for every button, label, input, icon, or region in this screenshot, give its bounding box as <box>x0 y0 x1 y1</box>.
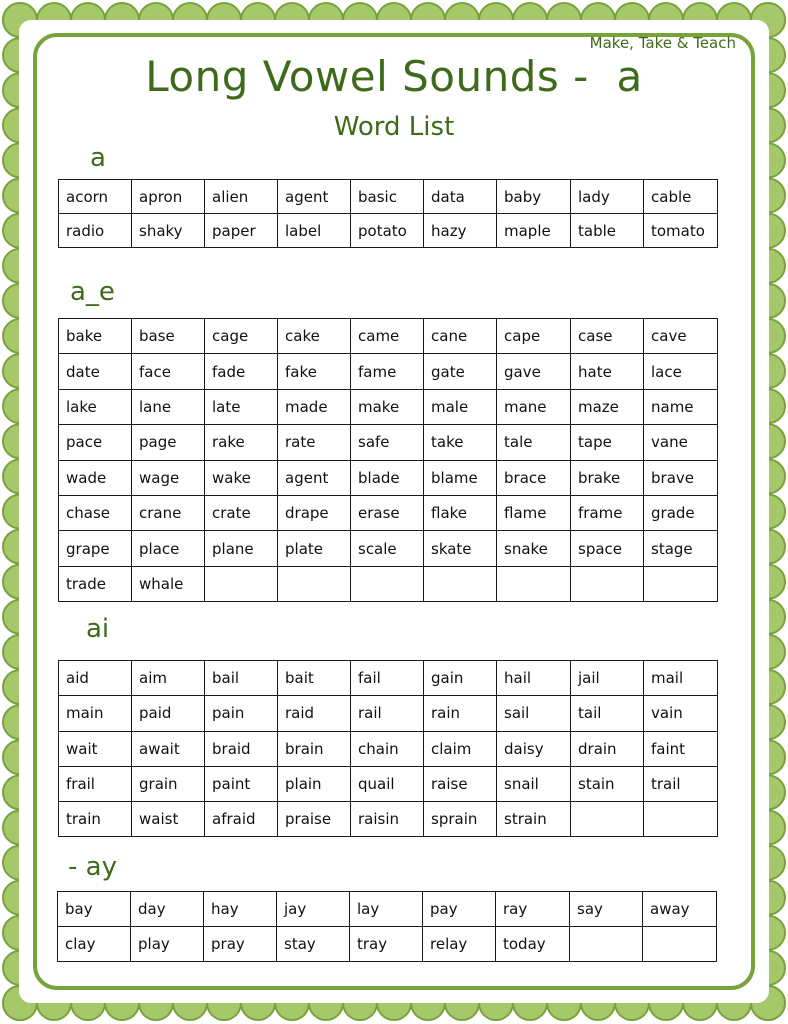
word-cell: afraid <box>205 802 278 837</box>
word-cell: gain <box>424 661 497 696</box>
word-cell: snake <box>497 531 571 566</box>
word-cell: hay <box>204 892 277 927</box>
word-cell: stain <box>571 766 644 801</box>
word-cell: basic <box>351 180 424 214</box>
table-row <box>59 802 718 837</box>
word-cell <box>351 566 424 601</box>
word-cell: hate <box>571 354 644 389</box>
table-row <box>59 661 718 696</box>
word-cell: fail <box>351 661 424 696</box>
word-cell: fade <box>205 354 278 389</box>
word-cell: quail <box>351 766 424 801</box>
word-cell: aim <box>132 661 205 696</box>
word-cell: cape <box>497 319 571 354</box>
table-row <box>59 319 718 354</box>
word-cell: paint <box>205 766 278 801</box>
page-title: Long Vowel Sounds - a <box>145 52 643 101</box>
word-cell: cable <box>644 180 718 214</box>
word-cell: brake <box>571 460 644 495</box>
word-cell <box>570 927 643 962</box>
word-cell <box>644 566 718 601</box>
table-row <box>58 892 717 927</box>
word-cell: acorn <box>59 180 132 214</box>
section-heading-ay: - ay <box>68 852 117 882</box>
word-cell: ray <box>496 892 570 927</box>
word-cell: raisin <box>351 802 424 837</box>
word-cell: plate <box>278 531 351 566</box>
word-cell: faint <box>644 731 718 766</box>
word-cell: space <box>571 531 644 566</box>
word-table-a-e <box>58 318 718 602</box>
word-cell: gave <box>497 354 571 389</box>
word-cell <box>571 802 644 837</box>
word-cell: flake <box>424 495 497 530</box>
word-cell: take <box>424 425 497 460</box>
word-cell: skate <box>424 531 497 566</box>
word-cell: case <box>571 319 644 354</box>
word-cell: maze <box>571 389 644 424</box>
word-cell: scale <box>351 531 424 566</box>
word-cell: aid <box>59 661 132 696</box>
word-cell: pray <box>204 927 277 962</box>
word-cell: relay <box>423 927 496 962</box>
word-cell: stay <box>277 927 350 962</box>
word-cell: data <box>424 180 497 214</box>
word-cell: lay <box>350 892 423 927</box>
brand-label: Make, Take & Teach <box>589 34 736 52</box>
word-cell: male <box>424 389 497 424</box>
table-row <box>58 927 717 962</box>
word-cell: drain <box>571 731 644 766</box>
word-cell: strain <box>497 802 571 837</box>
table-row <box>59 180 718 214</box>
word-cell: plain <box>278 766 351 801</box>
table-row <box>59 354 718 389</box>
word-cell: pace <box>59 425 132 460</box>
table-row <box>59 460 718 495</box>
word-cell: base <box>132 319 205 354</box>
word-cell: agent <box>278 460 351 495</box>
word-cell: wake <box>205 460 278 495</box>
word-cell: potato <box>351 214 424 248</box>
word-cell: shaky <box>132 214 205 248</box>
word-cell: frame <box>571 495 644 530</box>
table-row <box>59 566 718 601</box>
word-cell: mane <box>497 389 571 424</box>
word-cell: flame <box>497 495 571 530</box>
word-cell: vane <box>644 425 718 460</box>
word-cell: crane <box>132 495 205 530</box>
table-row <box>59 531 718 566</box>
word-cell: rail <box>351 696 424 731</box>
word-cell: raid <box>278 696 351 731</box>
table-row <box>59 425 718 460</box>
word-cell: drape <box>278 495 351 530</box>
word-cell: stage <box>644 531 718 566</box>
word-cell: table <box>571 214 644 248</box>
word-cell: lace <box>644 354 718 389</box>
word-cell: day <box>131 892 204 927</box>
section-heading-a-e: a_e <box>70 277 115 307</box>
word-cell: jay <box>277 892 350 927</box>
word-cell: make <box>351 389 424 424</box>
word-cell: train <box>59 802 132 837</box>
word-cell: praise <box>278 802 351 837</box>
word-cell: paid <box>132 696 205 731</box>
word-cell: paper <box>205 214 278 248</box>
word-cell: radio <box>59 214 132 248</box>
word-cell: frail <box>59 766 132 801</box>
word-cell: pay <box>423 892 496 927</box>
word-cell: lane <box>132 389 205 424</box>
word-cell: cave <box>644 319 718 354</box>
word-cell: crate <box>205 495 278 530</box>
word-cell <box>278 566 351 601</box>
word-cell: away <box>643 892 717 927</box>
word-cell: fame <box>351 354 424 389</box>
word-cell: snail <box>497 766 571 801</box>
word-cell: fake <box>278 354 351 389</box>
word-cell: maple <box>497 214 571 248</box>
word-cell: safe <box>351 425 424 460</box>
word-cell: tail <box>571 696 644 731</box>
table-row <box>59 731 718 766</box>
word-cell: await <box>132 731 205 766</box>
word-table-ai <box>58 660 718 837</box>
word-cell: label <box>278 214 351 248</box>
word-cell: chase <box>59 495 132 530</box>
table-row <box>59 766 718 801</box>
word-cell: erase <box>351 495 424 530</box>
word-cell: rain <box>424 696 497 731</box>
word-cell: vain <box>644 696 718 731</box>
word-cell: waist <box>132 802 205 837</box>
word-cell: brain <box>278 731 351 766</box>
word-cell: mail <box>644 661 718 696</box>
word-cell <box>644 802 718 837</box>
word-cell: brave <box>644 460 718 495</box>
word-cell: apron <box>132 180 205 214</box>
word-cell: blade <box>351 460 424 495</box>
word-cell <box>205 566 278 601</box>
word-cell: wait <box>59 731 132 766</box>
word-cell <box>643 927 717 962</box>
word-cell: cake <box>278 319 351 354</box>
page-subtitle: Word List <box>333 112 455 142</box>
word-cell: agent <box>278 180 351 214</box>
word-cell: trade <box>59 566 132 601</box>
word-cell: blame <box>424 460 497 495</box>
word-cell: bail <box>205 661 278 696</box>
table-row <box>59 696 718 731</box>
word-cell: claim <box>424 731 497 766</box>
word-cell: tomato <box>644 214 718 248</box>
word-cell: gate <box>424 354 497 389</box>
word-cell <box>571 566 644 601</box>
word-cell: sprain <box>424 802 497 837</box>
word-cell: name <box>644 389 718 424</box>
word-cell: clay <box>58 927 131 962</box>
word-cell: wade <box>59 460 132 495</box>
word-cell <box>497 566 571 601</box>
word-cell: face <box>132 354 205 389</box>
word-cell: sail <box>497 696 571 731</box>
word-cell: brace <box>497 460 571 495</box>
word-cell: hail <box>497 661 571 696</box>
section-heading-a: a <box>90 143 106 173</box>
word-cell: lady <box>571 180 644 214</box>
word-cell: alien <box>205 180 278 214</box>
word-cell: trail <box>644 766 718 801</box>
word-cell: made <box>278 389 351 424</box>
word-cell: plane <box>205 531 278 566</box>
word-cell: bake <box>59 319 132 354</box>
word-cell: date <box>59 354 132 389</box>
word-cell: cage <box>205 319 278 354</box>
word-cell: today <box>496 927 570 962</box>
word-cell <box>424 566 497 601</box>
word-cell: lake <box>59 389 132 424</box>
table-row <box>59 389 718 424</box>
word-cell: grade <box>644 495 718 530</box>
word-cell: page <box>132 425 205 460</box>
word-cell: tale <box>497 425 571 460</box>
word-cell: braid <box>205 731 278 766</box>
word-cell: cane <box>424 319 497 354</box>
word-cell: rake <box>205 425 278 460</box>
table-row <box>59 214 718 248</box>
word-cell: jail <box>571 661 644 696</box>
table-row <box>59 495 718 530</box>
word-cell: tray <box>350 927 423 962</box>
word-cell: say <box>570 892 643 927</box>
word-cell: bay <box>58 892 131 927</box>
word-cell: late <box>205 389 278 424</box>
word-cell: grape <box>59 531 132 566</box>
word-cell: hazy <box>424 214 497 248</box>
word-cell: baby <box>497 180 571 214</box>
word-cell: bait <box>278 661 351 696</box>
word-cell: wage <box>132 460 205 495</box>
word-cell: play <box>131 927 204 962</box>
word-cell: whale <box>132 566 205 601</box>
word-table-ay <box>57 891 717 962</box>
word-cell: raise <box>424 766 497 801</box>
word-cell: chain <box>351 731 424 766</box>
word-cell: pain <box>205 696 278 731</box>
word-cell: place <box>132 531 205 566</box>
section-heading-ai: ai <box>86 614 110 644</box>
word-cell: tape <box>571 425 644 460</box>
word-cell: daisy <box>497 731 571 766</box>
word-cell: rate <box>278 425 351 460</box>
word-cell: grain <box>132 766 205 801</box>
word-cell: main <box>59 696 132 731</box>
word-table-a <box>58 179 718 248</box>
word-cell: came <box>351 319 424 354</box>
